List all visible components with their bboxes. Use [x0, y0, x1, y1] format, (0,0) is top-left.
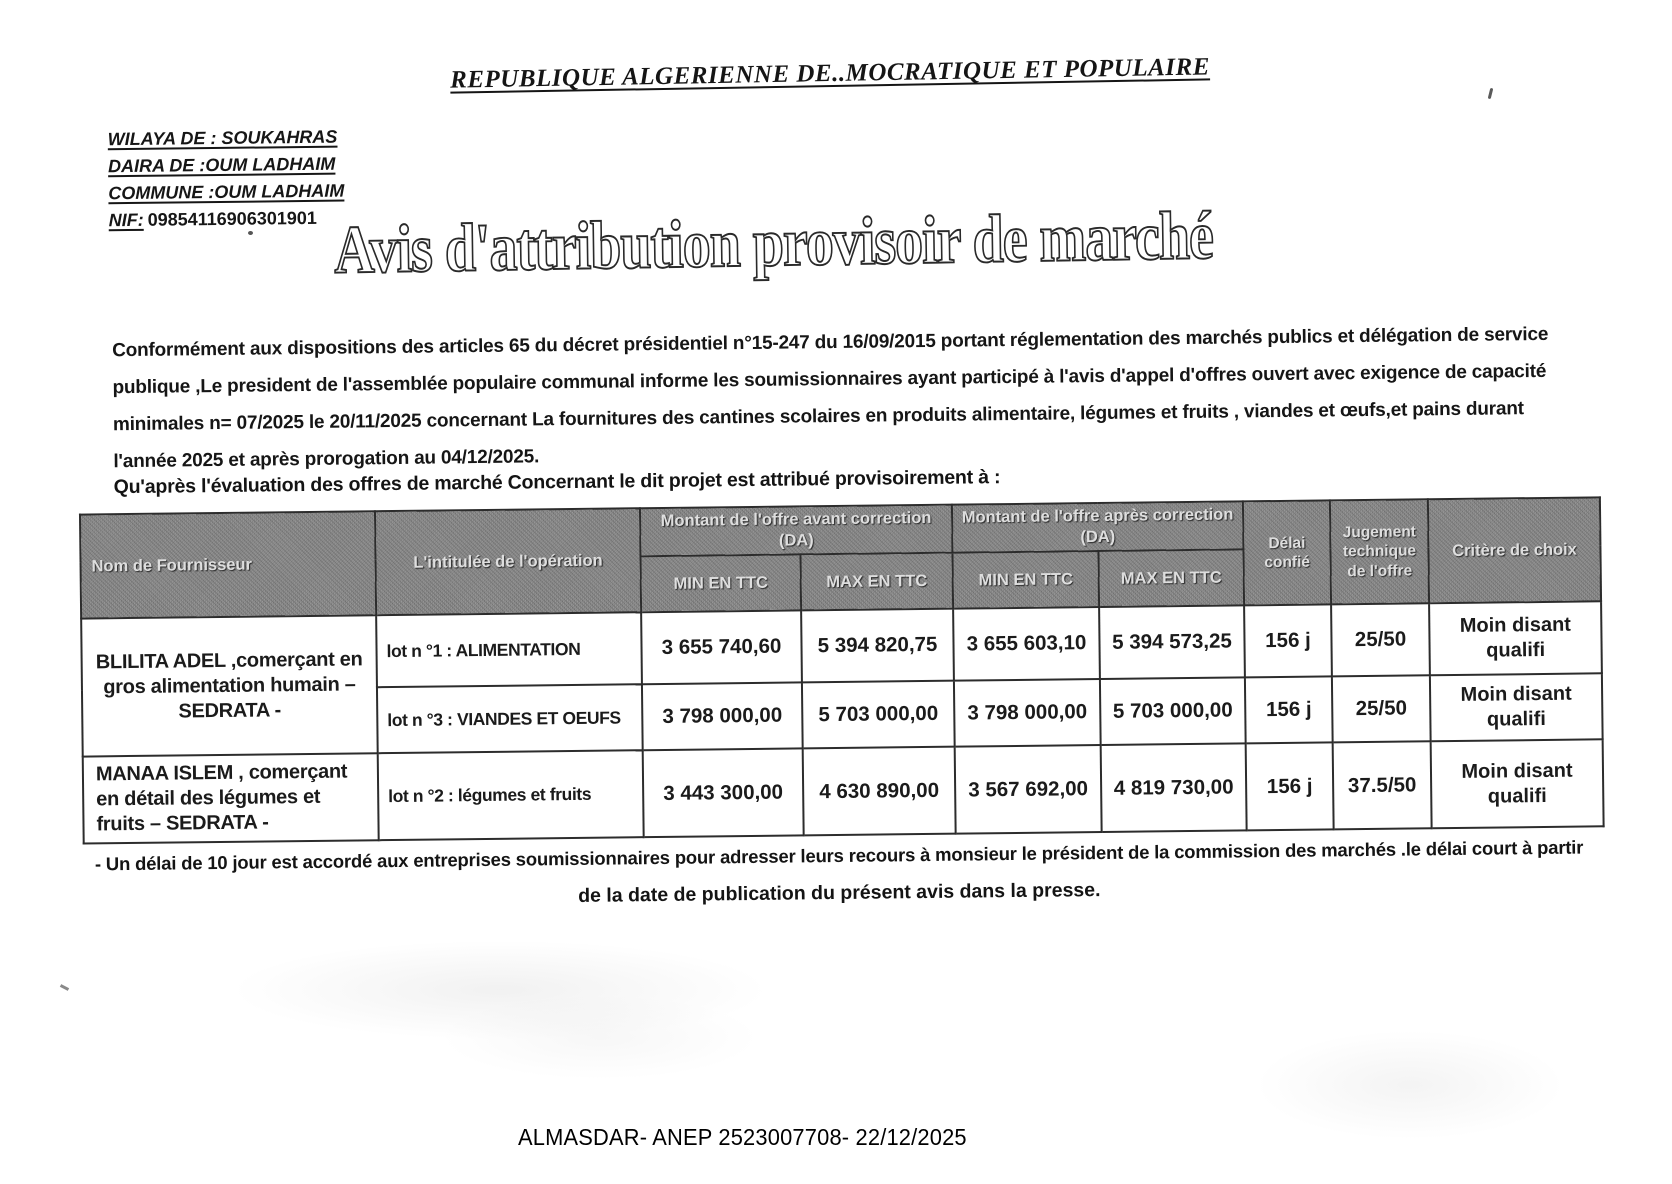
nif-line [108, 205, 344, 235]
nif-value: 09854116906301901 [147, 207, 317, 230]
jugement-cell: 37.5/50 [1333, 741, 1432, 829]
paragraph-line: minimales n= 07/2025 le 20/11/2025 concernant La fournitures des cantines scolaires en produits alimentaire, légumes et fruits , viandes et œufs,et pains durant [112, 398, 1524, 436]
header-max-ttc-avant: MAX EN TTC [800, 553, 953, 611]
delai-cell: 156 j [1246, 742, 1334, 830]
daira-line: DAIRA DE :OUM LADHAIM [107, 153, 336, 177]
max-apres-cell: 5 394 573,25 [1099, 605, 1245, 679]
table-row-lot2 [83, 739, 1604, 843]
header-min-ttc-avant: MIN EN TTC [640, 554, 801, 612]
header-critere: Critère de choix [1428, 497, 1601, 603]
delai-cell: 156 j [1245, 676, 1333, 743]
republic-header: REPUBLIQUE ALGERIENNE DE..MOCRATIQUE ET POPULAIRE [449, 53, 1211, 94]
max-avant-cell: 5 703 000,00 [802, 681, 955, 749]
header-min-ttc-apres: MIN EN TTC [952, 551, 1099, 609]
min-apres-cell: 3 798 000,00 [954, 679, 1101, 747]
commune-line: COMMUNE :OUM LADHAIM [108, 180, 345, 204]
intro-paragraph [112, 316, 1584, 481]
supplier-cell: BLILITA ADEL ,comerçant en gros alimentation humain – SEDRATA - [81, 615, 378, 756]
lot-cell: lot n °2 : légumes et fruits [378, 750, 644, 840]
max-avant-cell: 4 630 890,00 [803, 747, 956, 836]
jugement-cell: 25/50 [1331, 603, 1430, 676]
attribution-intro-line: Qu'après l'évaluation des offres de marché Concernant le dit projet est attribué provisoirement à : [113, 466, 1001, 499]
nif-label: NIF: [108, 209, 144, 231]
paragraph-line: publique ,Le president de l'assemblée populaire communal informe les soumissionnaires ayant participé à l'avis d'appel d'offres ouvert avec exigence de capacité [112, 360, 1547, 399]
publication-reference: ALMASDAR- ANEP 2523007708- 22/12/2025 [518, 1124, 967, 1150]
max-apres-cell: 4 819 730,00 [1101, 743, 1247, 832]
paragraph-line: Conformément aux dispositions des articles 65 du décret présidentiel n°15-247 du 16/09/2015 portant réglementation des marchés publics et délégation de service [112, 323, 1549, 362]
header-delai: Délai confié [1243, 500, 1331, 605]
header-fournisseur: Nom de Fournisseur [80, 511, 376, 618]
recourse-note-line1: - Un délai de 10 jour est accordé aux entreprises soumissionnaires pour adresser leurs recours à monsieur le président de la commission des marchés .le délai court à partir [94, 836, 1584, 875]
attribution-table [79, 496, 1605, 844]
recourse-note-line2: de la date de publication du présent avis dans la presse. [578, 879, 1101, 907]
supplier-cell: MANAA ISLEM , comerçant en détail des légumes et fruits – SEDRATA - [83, 753, 379, 843]
header-max-ttc-apres: MAX EN TTC [1098, 549, 1244, 607]
header-operation: L'intitulée de l'opération [375, 508, 641, 615]
min-apres-cell: 3 655 603,10 [953, 607, 1100, 681]
delai-cell: 156 j [1244, 604, 1332, 677]
min-apres-cell: 3 567 692,00 [955, 745, 1102, 834]
scan-speck [248, 231, 253, 235]
critere-cell: Moin disant qualifi [1429, 601, 1602, 675]
critere-cell: Moin disant qualifi [1431, 739, 1604, 828]
admin-identification-block [108, 124, 345, 235]
min-avant-cell: 3 655 740,60 [641, 610, 802, 684]
document-title: Avis d'attribution provisoir de marché [333, 198, 1214, 289]
min-avant-cell: 3 798 000,00 [642, 682, 803, 750]
header-montant-apres: Montant de l'offre après correction (DA) [952, 501, 1244, 552]
max-avant-cell: 5 394 820,75 [801, 609, 954, 683]
jugement-cell: 25/50 [1332, 675, 1431, 742]
paragraph-line: l'année 2025 et après prorogation au 04/12/2025. [113, 446, 540, 473]
max-apres-cell: 5 703 000,00 [1100, 677, 1246, 745]
header-jugement: Jugement technique de l'offre [1330, 499, 1429, 604]
min-avant-cell: 3 443 300,00 [643, 748, 804, 837]
header-montant-avant: Montant de l'offre avant correction (DA) [640, 505, 953, 557]
wilaya-line: WILAYA DE : SOUKAHRAS [107, 126, 338, 150]
lot-cell: lot n °1 : ALIMENTATION [376, 612, 642, 687]
lot-cell: lot n °3 : VIANDES ET OEUFS [377, 684, 643, 753]
critere-cell: Moin disant qualifi [1430, 673, 1603, 741]
